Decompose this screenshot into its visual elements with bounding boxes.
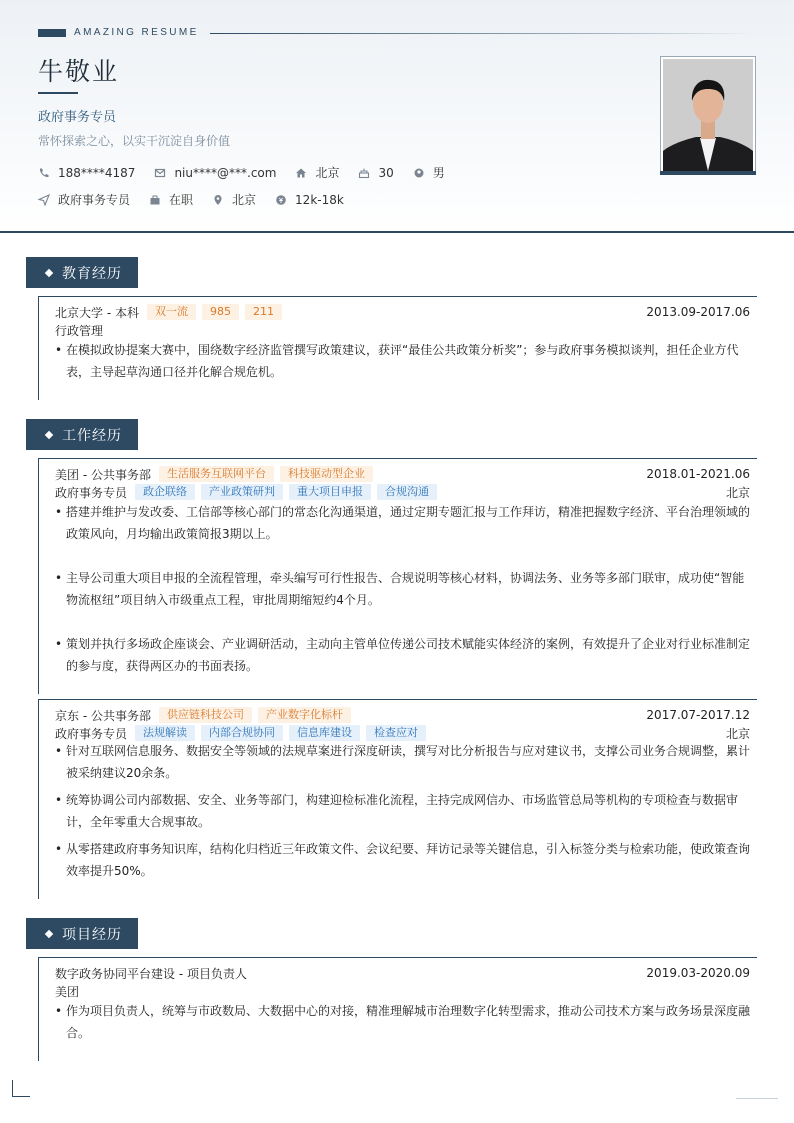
company-tag: 产业数字化标杆 — [258, 707, 351, 723]
target-position-text: 政府事务专员 — [58, 193, 131, 207]
bullet-line: • 针对互联网信息服务、数据安全等领域的法规草案进行深度研读，撰写对比分析报告与应对建议书，支撑公司业务合规调整，累计 — [66, 744, 751, 758]
major: 行政管理 — [55, 323, 104, 338]
work-city: 北京 — [725, 726, 750, 741]
bullet-line: 效率提升50%。 — [66, 864, 153, 878]
section-title: 工作经历 — [62, 427, 122, 444]
education-header-row — [55, 303, 750, 321]
work-bullet — [55, 633, 750, 677]
school-tag: 双一流 — [147, 304, 196, 320]
diamond-icon — [45, 268, 53, 276]
photo-accent-bar — [660, 171, 756, 175]
target-city-item — [212, 191, 256, 208]
age-text: 30 — [378, 165, 394, 180]
education-major-row — [55, 321, 750, 339]
mail-icon — [154, 167, 166, 179]
bullet-line: 物流枢纽”项目纳入市级重点工程，审批周期缩短约4个月。 — [66, 593, 380, 607]
bullet-line: 政策风向，月均输出政策简报3期以上。 — [66, 527, 278, 541]
status-item — [149, 191, 193, 208]
location-pin-icon — [212, 194, 224, 206]
brand-line — [210, 33, 756, 34]
hometown-item — [295, 164, 339, 181]
target-city-text: 北京 — [232, 193, 257, 207]
project-dates: 2019.03-2020.09 — [646, 966, 750, 980]
role-tag: 产业政策研判 — [201, 484, 283, 500]
project-bullet — [55, 1000, 750, 1044]
company-tag: 供应链科技公司 — [159, 707, 252, 723]
home-icon — [295, 167, 307, 179]
entry-rule — [39, 296, 757, 297]
resume-header — [0, 0, 794, 233]
role-tag: 内部合规协同 — [201, 725, 283, 741]
profile-photo — [663, 59, 753, 171]
project-org: 美团 — [55, 984, 80, 999]
education-bullet — [55, 339, 750, 383]
work-header-row — [55, 706, 750, 724]
status-text: 在职 — [169, 193, 194, 207]
gender-item — [413, 164, 445, 181]
section-title: 教育经历 — [62, 265, 122, 282]
brand-bar — [38, 29, 66, 37]
section-header-work — [26, 419, 138, 450]
company-tag: 生活服务互联网平台 — [159, 466, 274, 482]
intent-row — [38, 191, 363, 208]
section-title: 项目经历 — [62, 926, 122, 943]
email-text: niu****@***.com — [174, 165, 277, 180]
bullet-line: 计，全年零重大合规事故。 — [66, 815, 211, 829]
work-dates: 2017.07-2017.12 — [646, 708, 750, 722]
job-title: 政府事务专员 — [38, 110, 117, 125]
email-item — [154, 166, 276, 180]
bullet-line: • 统筹协调公司内部数据、安全、业务等部门，构建迎检标准化流程，主持完成网信办、市场监管总局等机构的专项检查与数据审 — [66, 793, 739, 807]
gender-icon — [413, 167, 425, 179]
role-tag: 检查应对 — [366, 725, 426, 741]
work-city: 北京 — [725, 485, 750, 500]
contact-row — [38, 164, 464, 181]
bullet-line: • 从零搭建政府事务知识库，结构化归档近三年政策文件、会议纪要、拜访记录等关键信息，引入标签分类与检索功能，使政策查询 — [66, 842, 751, 856]
phone-icon — [38, 167, 50, 179]
project-entry — [38, 957, 756, 1061]
school-tag: 985 — [202, 304, 239, 320]
phone-text: 188****4187 — [58, 165, 136, 180]
education-entry — [38, 296, 756, 400]
role-tag: 信息库建设 — [289, 725, 360, 741]
send-icon — [38, 194, 50, 206]
education-dates: 2013.09-2017.06 — [646, 305, 750, 319]
page-corner-line — [736, 1098, 778, 1099]
role-tag: 政企联络 — [135, 484, 195, 500]
role-tag: 合规沟通 — [377, 484, 437, 500]
bullet-line: • 主导公司重大项目申报的全流程管理，牵头编写可行性报告、合规说明等核心材料，协调法务、业务等多部门联审，成功使“智能 — [66, 571, 745, 585]
company-name: 美团 - 公共事务部 — [55, 467, 151, 482]
company-name: 京东 - 公共事务部 — [55, 708, 151, 723]
role-tag: 法规解读 — [135, 725, 195, 741]
bullet-line: • 在模拟政协提案大赛中，围绕数字经济监管撰写政策建议，获评“最佳公共政策分析奖”；参与政府事务模拟谈判，担任企业方代 — [66, 343, 739, 357]
role-name: 政府事务专员 — [55, 726, 128, 741]
role-name: 政府事务专员 — [55, 485, 128, 500]
bullet-line: 的参与度，获得两区办的书面表扬。 — [66, 659, 259, 673]
entry-rule — [39, 957, 757, 958]
section-header-education — [26, 257, 138, 288]
work-header-row — [55, 465, 750, 483]
project-org-row — [55, 982, 750, 1000]
bullet-line: • 作为项目负责人，统筹与市政数局、大数据中心的对接，精准理解城市治理数字化转型需求，推动公司技术方案与政务场景深度融 — [66, 1004, 751, 1018]
work-bullet — [55, 838, 750, 882]
page-corner-decoration — [12, 1080, 30, 1097]
phone-item — [38, 166, 135, 180]
profile-photo-frame — [660, 56, 756, 174]
brand-text: AMAZING RESUME — [74, 27, 199, 38]
bullet-line: • 搭建并维护与发改委、工信部等核心部门的常态化沟通渠道，通过定期专题汇报与工作拜访，精准把握数字经济、平台治理领域的 — [66, 505, 751, 519]
role-tag: 重大项目申报 — [289, 484, 371, 500]
work-bullet — [55, 567, 750, 611]
briefcase-icon — [149, 194, 161, 206]
work-bullet — [55, 501, 750, 545]
work-entry-meituan — [38, 458, 756, 694]
candidate-name: 牛敬业 — [38, 57, 120, 86]
entry-rule — [39, 458, 757, 459]
bullet-line: 表，主导起草沟通口径并化解合规危机。 — [66, 365, 283, 379]
diamond-icon — [45, 430, 53, 438]
age-item — [358, 166, 393, 180]
work-dates: 2018.01-2021.06 — [646, 467, 750, 481]
salary-text: 12k-18k — [295, 192, 344, 207]
target-position-item — [38, 191, 130, 208]
section-header-project — [26, 918, 138, 949]
gender-text: 男 — [432, 166, 445, 180]
project-title: 数字政务协同平台建设 - 项目负责人 — [55, 966, 247, 981]
name-underline — [38, 92, 78, 94]
cake-icon — [358, 167, 370, 179]
work-bullet — [55, 740, 750, 784]
school-tag: 211 — [245, 304, 282, 320]
salary-item — [275, 193, 344, 207]
bullet-line: • 策划并执行多场政企座谈会、产业调研活动，主动向主管单位传递公司技术赋能实体经济的案例，有效提升了企业对行业标准制定 — [66, 637, 751, 651]
diamond-icon — [45, 929, 53, 937]
work-entry-jd — [38, 699, 756, 899]
motto: 常怀探索之心，以实干沉淀自身价值 — [38, 134, 231, 148]
bullet-line: 被采纳建议20余条。 — [66, 766, 178, 780]
school-name: 北京大学 - 本科 — [55, 305, 139, 320]
work-bullet — [55, 789, 750, 833]
work-role-row — [55, 483, 750, 501]
hometown-text: 北京 — [315, 166, 340, 180]
bullet-line: 合。 — [66, 1026, 91, 1040]
entry-rule — [39, 699, 757, 700]
salary-icon — [275, 194, 287, 206]
project-header-row — [55, 964, 750, 982]
company-tag: 科技驱动型企业 — [280, 466, 373, 482]
